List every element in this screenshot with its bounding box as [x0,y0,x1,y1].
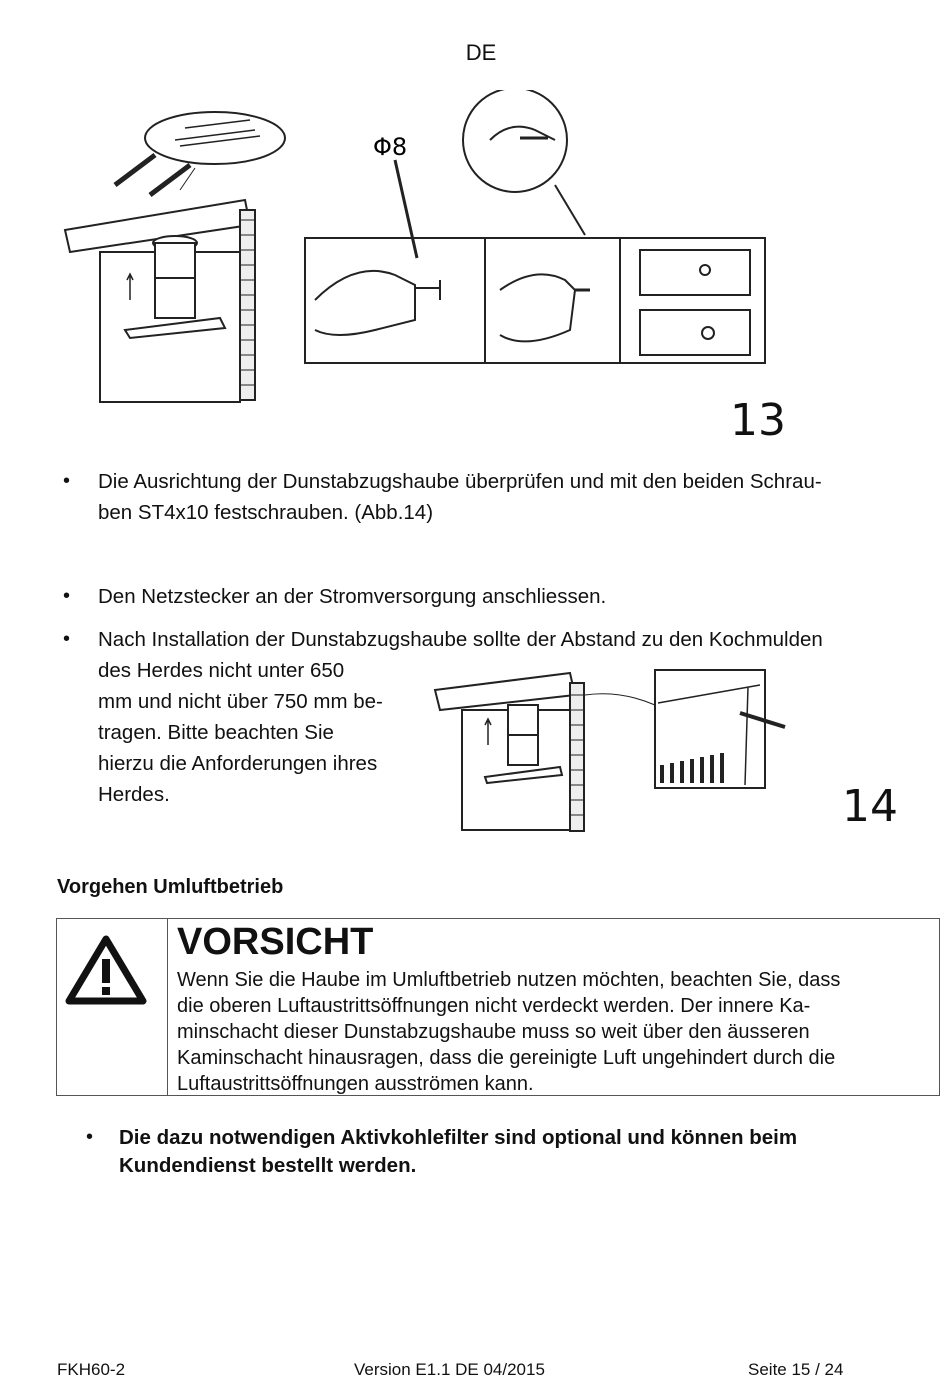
warning-triangle-icon [57,919,167,1095]
bullet-dot: • [86,1126,94,1148]
warning-box [56,918,940,1096]
warning-text: Wenn Sie die Haube im Umluftbetrieb nutzen möchten, beachten Sie, dass die oberen Luftaustrittsöffnungen nicht verdeckt werden. Der innere Ka- minschacht dieser Dunstabzugshaube muss so weit über den äusseren Kaminschacht hinausragen, dass die gereinigte Luft ungehindert durch die Luftaustrittsöffnungen ausströmen kann. [177,969,841,1095]
bullet-dot: • [63,470,71,492]
footer-page-number: Seite 15 / 24 [748,1360,844,1379]
figure-14-illustration [430,665,800,835]
bullet-3-text: Nach Installation der Dunstabzugshaube sollte der Abstand zu den Kochmulden des Herdes nicht unter 650 mm und nicht über 750 mm be- tragen. Bitte beachten Sie hierzu die Anforderungen ihres Herdes. [98,628,823,806]
activated-carbon-note: Die dazu notwendigen Aktivkohlefilter sind optional und können beim Kundendienst bestellt werden. [119,1126,798,1177]
footer-model: FKH60-2 [57,1360,126,1379]
language-label: DE [465,40,497,65]
section-heading: Vorgehen Umluftbetrieb [57,876,284,898]
bullet-dot: • [63,628,71,650]
diameter-label: Φ8 [373,133,408,161]
bullet-dot: • [63,585,71,607]
bullet-1-text: Die Ausrichtung der Dunstabzugshaube überprüfen und mit den beiden Schrau- ben ST4x10 festschrauben. (Abb.14) [98,470,822,524]
bullet-2-text: Den Netzstecker an der Stromversorgung anschliessen. [98,585,607,608]
figure-14-number: 14 [842,781,898,832]
warning-title: VORSICHT [177,921,374,963]
footer-version: Version E1.1 DE 04/2015 [354,1360,545,1379]
warning-icon-cell [57,919,168,1095]
figure-13-illustration [55,90,785,450]
figure-13-number: 13 [730,395,786,446]
